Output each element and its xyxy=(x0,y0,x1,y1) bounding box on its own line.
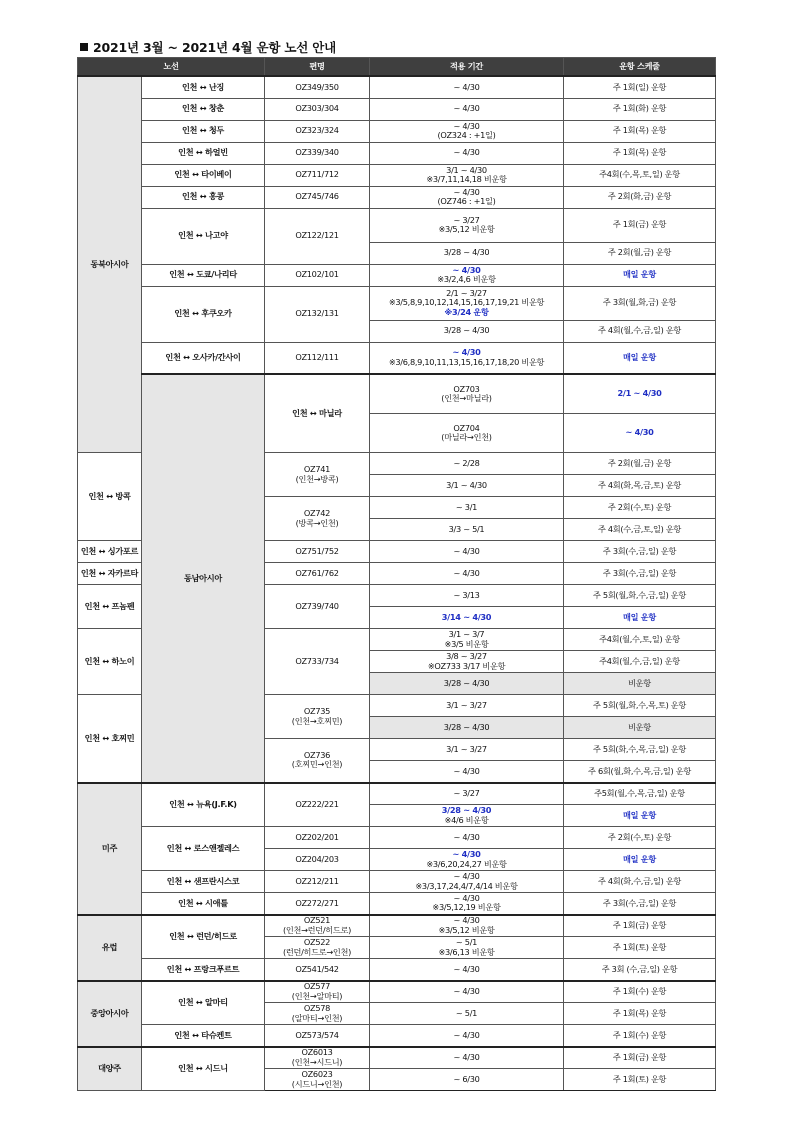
flight-line: OZ323/324 xyxy=(295,125,339,136)
period-cell xyxy=(370,651,564,673)
period-cell xyxy=(370,242,564,264)
route-cell: 인천 ↔ 도쿄/나리타 xyxy=(142,264,265,286)
period-line: ~ 4/30 xyxy=(453,765,480,776)
schedule-cell: 주 1회(금) 운항 xyxy=(564,915,716,937)
schedule-cell: 주4회(월,수,금,일) 운항 xyxy=(564,651,716,673)
period-line: ~ 4/30 xyxy=(452,347,481,358)
table-row xyxy=(78,871,716,893)
period-line: ~ 4/30 xyxy=(453,986,480,996)
period-line: 3/28 ~ 4/30 xyxy=(443,677,490,688)
flight-cell xyxy=(265,286,370,342)
period-line: ~ 3/27 xyxy=(453,788,480,798)
schedule-cell: 주 3회(수,금,일) 운항 xyxy=(564,893,716,915)
period-cell xyxy=(370,286,564,320)
route-cell: 인천 ↔ 홍콩 xyxy=(142,186,265,208)
table-row xyxy=(78,783,716,805)
period-cell xyxy=(370,849,564,871)
period-line: 3/1 ~ 3/27 xyxy=(446,743,487,754)
flight-line: OZ577 xyxy=(303,981,331,992)
route-cell: 인천 ↔ 뉴욕(J.F.K) xyxy=(142,783,265,827)
schedule-cell: 주 1회(일) 운항 xyxy=(564,76,716,98)
schedule-cell: 매일 운항 xyxy=(564,849,716,871)
route-cell: 인천 ↔ 나고야 xyxy=(142,208,265,264)
period-line: 2/1 ~ 4/30 xyxy=(617,388,662,399)
flight-cell xyxy=(265,937,370,959)
flight-line: OZ212/211 xyxy=(295,875,339,886)
period-cell xyxy=(564,374,716,414)
flight-line: OZ521 xyxy=(303,915,331,926)
flight-cell xyxy=(370,414,564,453)
flight-line: (인천→호찌민) xyxy=(291,715,343,726)
flight-line: OZ202/201 xyxy=(295,831,339,842)
schedule-cell: 주 4회(월,수,금,일) 운항 xyxy=(564,320,716,342)
schedule-cell: 주 1회(토) 운항 xyxy=(564,1069,716,1091)
route-cell: 인천 ↔ 타슈켄트 xyxy=(142,1025,265,1047)
flight-line: OZ745/746 xyxy=(295,191,339,202)
period-cell xyxy=(370,541,564,563)
period-line: 3/28 ~ 4/30 xyxy=(441,805,492,815)
period-line: (OZ746 : +1일) xyxy=(437,196,496,206)
table-row xyxy=(78,98,716,120)
period-line: ※3/6,13 비운항 xyxy=(438,946,495,957)
schedule-cell: 주 4회(화,수,금,일) 운항 xyxy=(564,871,716,893)
period-line: ~ 4/30 xyxy=(453,545,480,556)
flight-cell xyxy=(265,1025,370,1047)
period-cell xyxy=(370,453,564,475)
table-row xyxy=(78,76,716,98)
period-cell xyxy=(370,1003,564,1025)
route-cell: 인천 ↔ 청두 xyxy=(142,120,265,142)
schedule-cell: 주 1회(금) 운항 xyxy=(564,208,716,242)
flight-line: OZ704 xyxy=(453,422,480,433)
flight-cell xyxy=(265,585,370,629)
route-cell: 인천 ↔ 호찌민 xyxy=(78,695,142,783)
schedule-cell: 매일 운항 xyxy=(564,607,716,629)
flight-line: (인천→알마티) xyxy=(291,990,343,1001)
table-header-row xyxy=(78,58,716,77)
period-line: 3/1 ~ 4/30 xyxy=(446,164,487,175)
period-cell xyxy=(370,673,564,695)
period-cell xyxy=(370,739,564,761)
flight-line: OZ736 xyxy=(303,749,331,760)
flight-line: OZ541/542 xyxy=(295,963,339,974)
schedule-cell: 매일 운항 xyxy=(564,264,716,286)
period-cell xyxy=(370,497,564,519)
flight-line: OZ733/734 xyxy=(295,655,339,666)
flight-line: OZ739/740 xyxy=(295,600,339,611)
flight-line: OZ102/101 xyxy=(295,269,339,280)
flight-line: OZ703 xyxy=(453,383,480,394)
schedule-cell: 주 1회(목) 운항 xyxy=(564,1003,716,1025)
flight-line: OZ349/350 xyxy=(295,81,339,92)
table-row xyxy=(78,374,716,414)
period-line: ~ 5/1 xyxy=(455,937,478,947)
flight-line: OZ339/340 xyxy=(295,147,339,158)
period-line: ※3/5,12 비운항 xyxy=(438,924,495,935)
table-row xyxy=(78,186,716,208)
schedule-cell: 주 5회(월,화,수,목,토) 운항 xyxy=(564,695,716,717)
route-cell: 인천 ↔ 하얼빈 xyxy=(142,142,265,164)
flight-line: (런던/히드로→인천) xyxy=(282,946,352,957)
flight-cell xyxy=(265,208,370,264)
period-cell xyxy=(370,320,564,342)
period-cell xyxy=(370,475,564,497)
period-line: ~ 4/30 xyxy=(453,831,480,842)
period-line: ~ 4/30 xyxy=(453,120,480,131)
region-cell: 대양주 xyxy=(78,1047,142,1091)
flight-cell xyxy=(265,629,370,695)
flight-line: (인천→방콕) xyxy=(295,473,339,484)
flight-line: OZ761/762 xyxy=(295,567,339,578)
period-cell xyxy=(370,563,564,585)
period-cell xyxy=(370,585,564,607)
schedule-cell: 매일 운항 xyxy=(564,342,716,374)
route-cell: 인천 ↔ 자카르타 xyxy=(78,563,142,585)
period-line: 3/8 ~ 3/27 xyxy=(446,651,487,661)
period-line: ~ 4/30 xyxy=(453,892,480,903)
region-cell: 미주 xyxy=(78,783,142,915)
schedule-cell: 주 1회(수) 운항 xyxy=(564,1025,716,1047)
schedule-cell: 비운항 xyxy=(564,717,716,739)
flight-line: (시드니→인천) xyxy=(291,1078,343,1089)
period-cell xyxy=(370,98,564,120)
route-cell: 인천 ↔ 난징 xyxy=(142,76,265,98)
flight-cell xyxy=(265,563,370,585)
flight-line: (알마티→인천) xyxy=(291,1012,343,1023)
period-cell xyxy=(370,519,564,541)
flight-cell xyxy=(265,893,370,915)
period-line: ~ 4/30 xyxy=(453,147,480,158)
flight-cell xyxy=(265,695,370,739)
route-cell: 인천 ↔ 시드니 xyxy=(142,1047,265,1091)
period-line: ~ 5/1 xyxy=(455,1007,478,1018)
schedule-cell: 주 2회(화,금) 운항 xyxy=(564,186,716,208)
period-line: ※OZ733 3/17 비운항 xyxy=(427,660,506,671)
flight-cell xyxy=(265,76,370,98)
period-line: 3/28 ~ 4/30 xyxy=(443,247,490,258)
period-cell xyxy=(370,959,564,981)
schedule-cell: 주 3회(수,금,일) 운항 xyxy=(564,541,716,563)
schedule-cell: 비운항 xyxy=(564,673,716,695)
flight-line: OZ6013 xyxy=(301,1047,333,1058)
route-cell: 인천 ↔ 마닐라 xyxy=(265,374,370,453)
flight-cell xyxy=(265,98,370,120)
flight-cell xyxy=(265,497,370,541)
flight-cell xyxy=(265,1003,370,1025)
schedule-cell: 주 2회(수,토) 운항 xyxy=(564,827,716,849)
period-cell xyxy=(370,164,564,186)
period-line: ※3/6,8,9,10,11,13,15,16,17,18,20 비운항 xyxy=(388,356,545,367)
flight-cell xyxy=(370,374,564,414)
region-cell: 유럽 xyxy=(78,915,142,981)
header-schedule: 운항 스케줄 xyxy=(564,58,716,77)
schedule-cell: 주5회(월,수,목,금,일) 운항 xyxy=(564,783,716,805)
period-line: ※4/6 비운항 xyxy=(444,814,489,825)
route-cell: 인천 ↔ 하노이 xyxy=(78,629,142,695)
period-line: ~ 3/27 xyxy=(453,214,480,225)
flight-cell xyxy=(265,849,370,871)
period-cell xyxy=(370,981,564,1003)
schedule-cell: 주 1회(금) 운항 xyxy=(564,1047,716,1069)
period-line: ~ 4/30 xyxy=(453,963,480,974)
schedule-cell: 주 2회(수,토) 운항 xyxy=(564,497,716,519)
period-cell xyxy=(370,186,564,208)
period-cell xyxy=(370,937,564,959)
period-line: ~ 3/13 xyxy=(453,589,480,600)
schedule-cell: 주 2회(월,금) 운항 xyxy=(564,242,716,264)
period-line: ~ 4/30 xyxy=(453,1029,480,1040)
period-cell xyxy=(370,915,564,937)
region-cell: 동남아시아 xyxy=(142,374,265,783)
flight-line: OZ132/131 xyxy=(295,308,339,319)
flight-line: OZ222/221 xyxy=(295,799,339,809)
table-row xyxy=(78,1047,716,1069)
flight-line: OZ112/111 xyxy=(295,352,339,362)
period-line: 3/28 ~ 4/30 xyxy=(443,721,490,732)
flight-line: (방콕→인천) xyxy=(295,517,339,528)
period-cell xyxy=(370,208,564,242)
route-cell: 인천 ↔ 로스앤젤레스 xyxy=(142,827,265,871)
period-cell xyxy=(370,76,564,98)
route-cell: 인천 ↔ 후쿠오카 xyxy=(142,286,265,342)
page-title-text: 2021년 3월 ~ 2021년 4월 운항 노선 안내 xyxy=(93,40,337,55)
period-line: ※3/24 운항 xyxy=(444,306,489,317)
period-cell xyxy=(370,120,564,142)
schedule-cell: 주 1회(화) 운항 xyxy=(564,98,716,120)
period-line: 3/1 ~ 3/7 xyxy=(448,629,485,639)
table-row xyxy=(78,120,716,142)
period-cell xyxy=(370,142,564,164)
schedule-cell: 주 3회 (수,금,일) 운항 xyxy=(564,959,716,981)
flight-line: (호찌민→인천) xyxy=(291,759,343,770)
period-line: ※3/3,17,24,4/7,4/14 비운항 xyxy=(415,880,518,891)
period-cell xyxy=(370,695,564,717)
flight-line: (마닐라→인천) xyxy=(441,432,492,442)
table-row xyxy=(78,827,716,849)
header-route: 노선 xyxy=(78,58,265,77)
route-cell: 인천 ↔ 알마티 xyxy=(142,981,265,1025)
route-cell: 인천 ↔ 타이베이 xyxy=(142,164,265,186)
table-row xyxy=(78,164,716,186)
route-cell: 인천 ↔ 프랑크푸르트 xyxy=(142,959,265,981)
schedule-cell: 주 1회(수) 운항 xyxy=(564,981,716,1003)
route-cell: 인천 ↔ 창춘 xyxy=(142,98,265,120)
flight-cell xyxy=(265,915,370,937)
flight-cell xyxy=(265,120,370,142)
period-line: ※3/5 비운항 xyxy=(444,638,489,649)
route-cell: 인천 ↔ 오사카/간사이 xyxy=(142,342,265,374)
flight-cell xyxy=(265,164,370,186)
flight-line: OZ204/203 xyxy=(295,853,339,864)
period-cell xyxy=(564,414,716,453)
period-cell xyxy=(370,761,564,783)
period-cell xyxy=(370,607,564,629)
flight-line: OZ751/752 xyxy=(295,545,339,556)
flight-cell xyxy=(265,981,370,1003)
period-line: ~ 4/30 xyxy=(453,871,480,881)
flight-line: OZ272/271 xyxy=(295,897,339,908)
schedule-cell: 주 1회(목) 운항 xyxy=(564,142,716,164)
flight-line: OZ741 xyxy=(303,464,331,474)
period-line: ~ 4/30 xyxy=(453,186,480,197)
schedule-cell: 주 6회(월,화,수,목,금,일) 운항 xyxy=(564,761,716,783)
header-flight: 편명 xyxy=(265,58,370,77)
flight-cell xyxy=(265,453,370,497)
period-cell xyxy=(370,783,564,805)
flight-line: OZ711/712 xyxy=(295,169,339,180)
period-cell xyxy=(370,827,564,849)
period-cell xyxy=(370,1047,564,1069)
period-line: (OZ324 : +1일) xyxy=(437,130,496,140)
schedule-cell: 매일 운항 xyxy=(564,805,716,827)
table-row xyxy=(78,981,716,1003)
region-cell: 중앙아시아 xyxy=(78,981,142,1047)
period-line: 3/1 ~ 3/27 xyxy=(446,699,487,710)
flight-cell xyxy=(265,959,370,981)
period-line: ~ 4/30 xyxy=(453,1052,480,1062)
flight-cell xyxy=(265,342,370,374)
period-line: ~ 4/30 xyxy=(625,427,654,438)
period-cell xyxy=(370,1069,564,1091)
period-line: ~ 3/1 xyxy=(455,501,478,512)
route-cell: 인천 ↔ 싱가포르 xyxy=(78,541,142,563)
flight-line: OZ735 xyxy=(303,706,331,716)
period-line: 2/1 ~ 3/27 xyxy=(446,287,487,298)
period-line: ※3/2,4,6 비운항 xyxy=(437,274,496,284)
schedule-cell: 주 5회(월,화,수,금,일) 운항 xyxy=(564,585,716,607)
period-line: 3/14 ~ 4/30 xyxy=(441,611,492,622)
period-line: ※3/5,8,9,10,12,14,15,16,17,19,21 비운항 xyxy=(388,297,545,308)
flight-line: OZ522 xyxy=(303,937,331,947)
period-line: ~ 4/30 xyxy=(453,81,480,92)
header-period: 적용 기간 xyxy=(370,58,564,77)
table-row xyxy=(78,342,716,374)
period-line: ※3/5,12,19 비운항 xyxy=(432,902,501,913)
schedule-cell: 주 4회(수,금,토,일) 운항 xyxy=(564,519,716,541)
page-title xyxy=(80,38,336,56)
region-cell: 동북아시아 xyxy=(78,76,142,453)
route-cell: 인천 ↔ 방콕 xyxy=(78,453,142,541)
period-line: ※3/6,20,24,27 비운항 xyxy=(426,858,507,869)
table-body xyxy=(78,76,716,1091)
flight-cell xyxy=(265,783,370,827)
flight-cell xyxy=(265,142,370,164)
period-line: 3/1 ~ 4/30 xyxy=(446,479,487,490)
flight-line: (인천→런던/히드로) xyxy=(282,924,352,935)
schedule-cell: 주 2회(월,금) 운항 xyxy=(564,453,716,475)
flight-line: OZ6023 xyxy=(301,1069,333,1079)
period-line: ~ 2/28 xyxy=(453,457,480,468)
period-line: 3/3 ~ 5/1 xyxy=(448,523,485,534)
period-line: ※3/5,12 비운항 xyxy=(438,224,495,234)
flight-cell xyxy=(265,264,370,286)
period-cell xyxy=(370,1025,564,1047)
period-line: ~ 4/30 xyxy=(453,567,480,578)
table-row xyxy=(78,893,716,915)
route-cell: 인천 ↔ 시애틀 xyxy=(142,893,265,915)
schedule-cell: 주4회(수,목,토,일) 운항 xyxy=(564,164,716,186)
table-row xyxy=(78,959,716,981)
period-line: ~ 6/30 xyxy=(453,1073,480,1084)
period-cell xyxy=(370,717,564,739)
schedule-cell: 주4회(월,수,토,일) 운항 xyxy=(564,629,716,651)
flight-cell xyxy=(265,1069,370,1091)
schedule-cell: 주 4회(화,목,금,토) 운항 xyxy=(564,475,716,497)
period-line: ~ 4/30 xyxy=(453,915,480,926)
flight-line: (인천→마닐라) xyxy=(441,393,492,403)
period-line: ~ 4/30 xyxy=(452,264,481,275)
flight-cell xyxy=(265,541,370,563)
table-row xyxy=(78,142,716,164)
period-line: ~ 4/30 xyxy=(452,849,481,859)
route-cell: 인천 ↔ 샌프란시스코 xyxy=(142,871,265,893)
table-row xyxy=(78,1025,716,1047)
schedule-cell: 주 5회(화,수,목,금,일) 운항 xyxy=(564,739,716,761)
flight-cell xyxy=(265,871,370,893)
period-cell xyxy=(370,893,564,915)
flight-line: OZ742 xyxy=(303,508,331,518)
schedule-cell: 주 3회(월,화,금) 운항 xyxy=(564,286,716,320)
period-cell xyxy=(370,264,564,286)
square-bullet-icon xyxy=(80,43,88,51)
schedule-cell: 주 3회(수,금,일) 운항 xyxy=(564,563,716,585)
flight-line: OZ578 xyxy=(303,1003,331,1013)
period-line: ~ 4/30 xyxy=(453,103,480,114)
flight-cell xyxy=(265,186,370,208)
schedule-cell: 주 1회(토) 운항 xyxy=(564,937,716,959)
period-line: 3/28 ~ 4/30 xyxy=(443,325,490,336)
route-cell: 인천 ↔ 프놈펜 xyxy=(78,585,142,629)
period-cell xyxy=(370,342,564,374)
flight-cell xyxy=(265,827,370,849)
period-cell xyxy=(370,629,564,651)
period-line: ※3/7,11,14,18 비운항 xyxy=(426,174,507,184)
table-row xyxy=(78,264,716,286)
period-cell xyxy=(370,871,564,893)
schedule-cell: 주 1회(목) 운항 xyxy=(564,120,716,142)
flight-line: OZ122/121 xyxy=(295,230,339,241)
flight-line: OZ303/304 xyxy=(295,103,339,114)
flight-line: OZ573/574 xyxy=(295,1029,339,1040)
flight-line: (인천→시드니) xyxy=(291,1056,343,1067)
table-row xyxy=(78,208,716,242)
flight-schedule-table xyxy=(77,57,716,1091)
table-row xyxy=(78,915,716,937)
flight-cell xyxy=(265,1047,370,1069)
period-cell xyxy=(370,805,564,827)
route-cell: 인천 ↔ 런던/히드로 xyxy=(142,915,265,959)
table-row xyxy=(78,286,716,320)
flight-cell xyxy=(265,739,370,783)
